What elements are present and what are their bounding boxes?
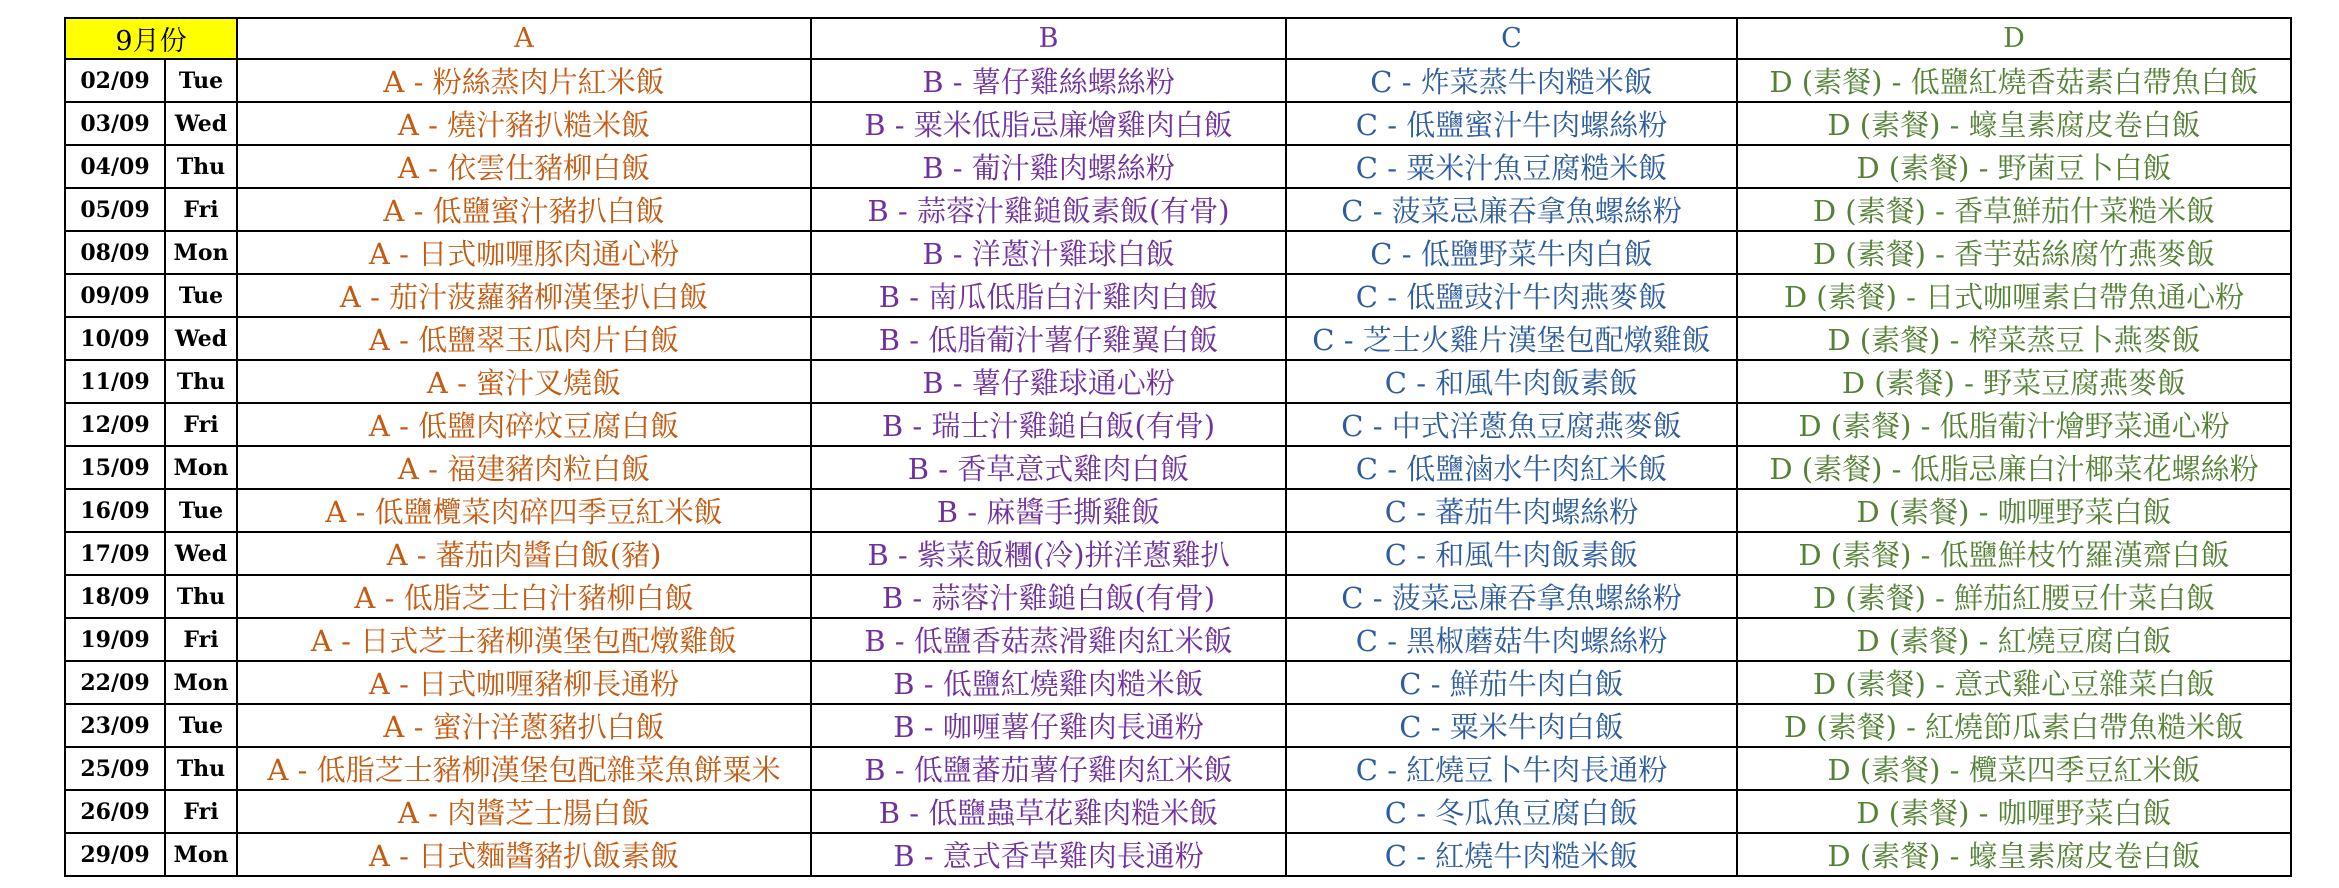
menu-c-cell: C - 黑椒蘑菇牛肉螺絲粉 [1286,618,1737,661]
menu-b-cell: B - 低鹽香菇蒸滑雞肉紅米飯 [811,618,1286,661]
menu-d-cell: D (素餐) - 香芋菇絲腐竹燕麥飯 [1737,231,2291,274]
menu-b-cell: B - 麻醬手撕雞飯 [811,489,1286,532]
menu-b-cell: B - 薯仔雞球通心粉 [811,360,1286,403]
menu-c-cell: C - 菠菜忌廉吞拿魚螺絲粉 [1286,575,1737,618]
weekday-cell: Wed [165,317,237,360]
table-row [65,145,2291,188]
menu-a-cell: A - 粉絲蒸肉片紅米飯 [237,59,811,102]
menu-c-cell: C - 和風牛肉飯素飯 [1286,532,1737,575]
table-row [65,274,2291,317]
menu-d-cell: D (素餐) - 欖菜四季豆紅米飯 [1737,747,2291,790]
menu-d-cell: D (素餐) - 蠔皇素腐皮卷白飯 [1737,833,2291,876]
menu-a-cell: A - 日式咖喱豚肉通心粉 [237,231,811,274]
menu-d-cell: D (素餐) - 榨菜蒸豆卜燕麥飯 [1737,317,2291,360]
date-cell: 29/09 [65,833,165,876]
column-header-c: C [1286,18,1737,59]
menu-a-cell: A - 蜜汁叉燒飯 [237,360,811,403]
menu-c-cell: C - 粟米汁魚豆腐糙米飯 [1286,145,1737,188]
menu-d-cell: D (素餐) - 香草鮮茄什菜糙米飯 [1737,188,2291,231]
table-row [65,188,2291,231]
date-cell: 25/09 [65,747,165,790]
menu-d-cell: D (素餐) - 咖喱野菜白飯 [1737,790,2291,833]
date-cell: 03/09 [65,102,165,145]
menu-b-cell: B - 低鹽蟲草花雞肉糙米飯 [811,790,1286,833]
table-row [65,704,2291,747]
weekday-cell: Fri [165,403,237,446]
menu-a-cell: A - 燒汁豬扒糙米飯 [237,102,811,145]
month-label: 9月份 [65,18,237,59]
menu-b-cell: B - 紫菜飯糰(冷)拼洋蔥雞扒 [811,532,1286,575]
menu-d-cell: D (素餐) - 咖喱野菜白飯 [1737,489,2291,532]
menu-d-cell: D (素餐) - 低鹽鮮枝竹羅漢齋白飯 [1737,532,2291,575]
date-cell: 09/09 [65,274,165,317]
weekday-cell: Tue [165,59,237,102]
menu-c-cell: C - 芝士火雞片漢堡包配燉雞飯 [1286,317,1737,360]
menu-d-cell: D (素餐) - 低脂忌廉白汁椰菜花螺絲粉 [1737,446,2291,489]
weekday-cell: Wed [165,102,237,145]
menu-a-cell: A - 依雲仕豬柳白飯 [237,145,811,188]
date-cell: 08/09 [65,231,165,274]
menu-c-cell: C - 低鹽滷水牛肉紅米飯 [1286,446,1737,489]
date-cell: 10/09 [65,317,165,360]
menu-b-cell: B - 南瓜低脂白汁雞肉白飯 [811,274,1286,317]
menu-b-cell: B - 香草意式雞肉白飯 [811,446,1286,489]
column-header-a: A [237,18,811,59]
menu-d-cell: D (素餐) - 紅燒節瓜素白帶魚糙米飯 [1737,704,2291,747]
weekday-cell: Mon [165,833,237,876]
menu-d-cell: D (素餐) - 鮮茄紅腰豆什菜白飯 [1737,575,2291,618]
menu-b-cell: B - 粟米低脂忌廉燴雞肉白飯 [811,102,1286,145]
menu-b-cell: B - 蒜蓉汁雞鎚飯素飯(有骨) [811,188,1286,231]
column-header-d: D [1737,18,2291,59]
menu-c-cell: C - 中式洋蔥魚豆腐燕麥飯 [1286,403,1737,446]
menu-a-cell: A - 日式麵醬豬扒飯素飯 [237,833,811,876]
menu-d-cell: D (素餐) - 紅燒豆腐白飯 [1737,618,2291,661]
menu-a-cell: A - 低脂芝士白汁豬柳白飯 [237,575,811,618]
table-row [65,231,2291,274]
date-cell: 17/09 [65,532,165,575]
date-cell: 04/09 [65,145,165,188]
weekday-cell: Mon [165,231,237,274]
menu-c-cell: C - 紅燒豆卜牛肉長通粉 [1286,747,1737,790]
menu-a-cell: A - 低鹽欖菜肉碎四季豆紅米飯 [237,489,811,532]
weekday-cell: Mon [165,661,237,704]
weekday-cell: Thu [165,747,237,790]
weekday-cell: Wed [165,532,237,575]
date-cell: 26/09 [65,790,165,833]
weekday-cell: Thu [165,145,237,188]
weekday-cell: Fri [165,188,237,231]
menu-b-cell: B - 低脂葡汁薯仔雞翼白飯 [811,317,1286,360]
menu-c-cell: C - 低鹽蜜汁牛肉螺絲粉 [1286,102,1737,145]
date-cell: 15/09 [65,446,165,489]
date-cell: 02/09 [65,59,165,102]
menu-b-cell: B - 葡汁雞肉螺絲粉 [811,145,1286,188]
menu-b-cell: B - 低鹽蕃茄薯仔雞肉紅米飯 [811,747,1286,790]
header-row [65,18,2291,59]
menu-d-cell: D (素餐) - 蠔皇素腐皮卷白飯 [1737,102,2291,145]
table-row [65,747,2291,790]
date-cell: 05/09 [65,188,165,231]
weekday-cell: Tue [165,489,237,532]
table-row [65,489,2291,532]
menu-b-cell: B - 低鹽紅燒雞肉糙米飯 [811,661,1286,704]
menu-a-cell: A - 福建豬肉粒白飯 [237,446,811,489]
date-cell: 19/09 [65,618,165,661]
menu-a-cell: A - 茄汁菠蘿豬柳漢堡扒白飯 [237,274,811,317]
date-cell: 12/09 [65,403,165,446]
menu-a-cell: A - 低脂芝士豬柳漢堡包配雜菜魚餅粟米 [237,747,811,790]
menu-b-cell: B - 咖喱薯仔雞肉長通粉 [811,704,1286,747]
weekday-cell: Thu [165,575,237,618]
menu-a-cell: A - 低鹽翠玉瓜肉片白飯 [237,317,811,360]
menu-a-cell: A - 肉醬芝士腸白飯 [237,790,811,833]
menu-d-cell: D (素餐) - 日式咖喱素白帶魚通心粉 [1737,274,2291,317]
menu-c-cell: C - 和風牛肉飯素飯 [1286,360,1737,403]
table-row [65,575,2291,618]
menu-d-cell: D (素餐) - 野菌豆卜白飯 [1737,145,2291,188]
menu-c-cell: C - 鮮茄牛肉白飯 [1286,661,1737,704]
menu-a-cell: A - 日式咖喱豬柳長通粉 [237,661,811,704]
menu-c-cell: C - 蕃茄牛肉螺絲粉 [1286,489,1737,532]
table-row [65,833,2291,876]
menu-c-cell: C - 粟米牛肉白飯 [1286,704,1737,747]
table-row [65,59,2291,102]
menu-c-cell: C - 炸菜蒸牛肉糙米飯 [1286,59,1737,102]
menu-c-cell: C - 低鹽豉汁牛肉燕麥飯 [1286,274,1737,317]
column-header-b: B [811,18,1286,59]
menu-d-cell: D (素餐) - 野菜豆腐燕麥飯 [1737,360,2291,403]
weekday-cell: Mon [165,446,237,489]
table-row [65,403,2291,446]
weekday-cell: Tue [165,704,237,747]
menu-d-cell: D (素餐) - 意式雞心豆雜菜白飯 [1737,661,2291,704]
lunch-menu-table [64,17,2292,877]
menu-d-cell: D (素餐) - 低脂葡汁燴野菜通心粉 [1737,403,2291,446]
table-row [65,360,2291,403]
weekday-cell: Tue [165,274,237,317]
menu-c-cell: C - 冬瓜魚豆腐白飯 [1286,790,1737,833]
table-row [65,317,2291,360]
menu-a-cell: A - 低鹽肉碎炆豆腐白飯 [237,403,811,446]
menu-a-cell: A - 蜜汁洋蔥豬扒白飯 [237,704,811,747]
table-row [65,102,2291,145]
menu-b-cell: B - 瑞士汁雞鎚白飯(有骨) [811,403,1286,446]
menu-c-cell: C - 低鹽野菜牛肉白飯 [1286,231,1737,274]
date-cell: 18/09 [65,575,165,618]
table-row [65,790,2291,833]
menu-a-cell: A - 低鹽蜜汁豬扒白飯 [237,188,811,231]
table-row [65,446,2291,489]
date-cell: 16/09 [65,489,165,532]
menu-b-cell: B - 薯仔雞絲螺絲粉 [811,59,1286,102]
date-cell: 11/09 [65,360,165,403]
menu-c-cell: C - 菠菜忌廉吞拿魚螺絲粉 [1286,188,1737,231]
menu-d-cell: D (素餐) - 低鹽紅燒香菇素白帶魚白飯 [1737,59,2291,102]
menu-b-cell: B - 蒜蓉汁雞鎚白飯(有骨) [811,575,1286,618]
weekday-cell: Fri [165,618,237,661]
weekday-cell: Fri [165,790,237,833]
table-row [65,618,2291,661]
menu-b-cell: B - 意式香草雞肉長通粉 [811,833,1286,876]
menu-b-cell: B - 洋蔥汁雞球白飯 [811,231,1286,274]
menu-body [65,18,2291,876]
table-row [65,532,2291,575]
date-cell: 23/09 [65,704,165,747]
weekday-cell: Thu [165,360,237,403]
table-row [65,661,2291,704]
date-cell: 22/09 [65,661,165,704]
menu-a-cell: A - 蕃茄肉醬白飯(豬) [237,532,811,575]
menu-c-cell: C - 紅燒牛肉糙米飯 [1286,833,1737,876]
menu-a-cell: A - 日式芝士豬柳漢堡包配燉雞飯 [237,618,811,661]
